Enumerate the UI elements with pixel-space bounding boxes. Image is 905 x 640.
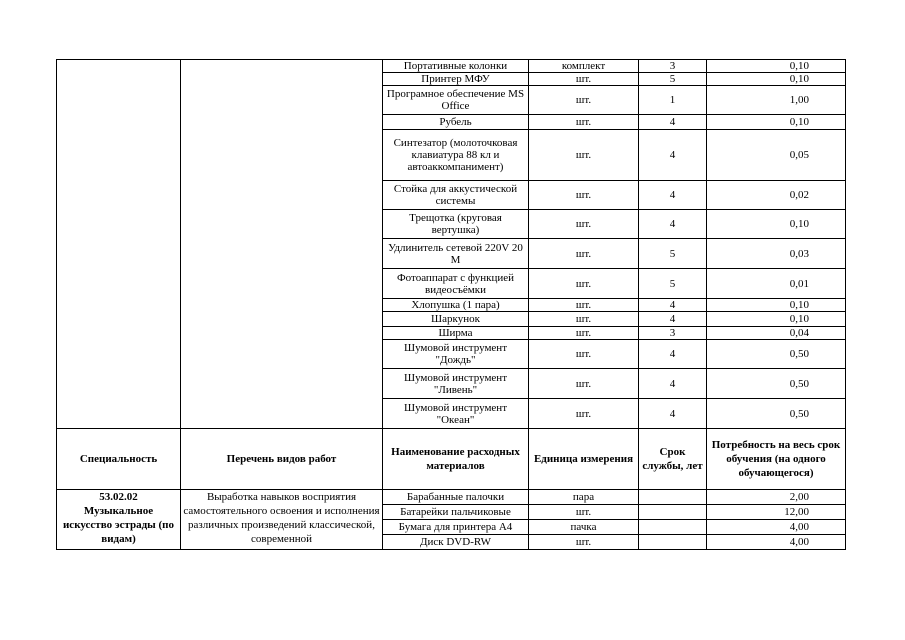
material-service-life (639, 505, 707, 520)
material-name: Барабанные палочки (383, 490, 529, 505)
material-name: Трещотка (круговая вертушка) (383, 210, 529, 239)
material-unit: шт. (529, 181, 639, 210)
material-service-life: 4 (639, 115, 707, 130)
material-service-life: 4 (639, 369, 707, 399)
material-name: Бумага для принтера А4 (383, 520, 529, 535)
material-service-life: 4 (639, 181, 707, 210)
material-unit: шт. (529, 73, 639, 86)
material-need: 12,00 (707, 505, 846, 520)
material-need: 0,10 (707, 60, 846, 73)
table-body (57, 60, 846, 550)
material-service-life (639, 520, 707, 535)
material-name: Хлопушка (1 пара) (383, 299, 529, 312)
material-unit: шт. (529, 369, 639, 399)
material-need: 0,50 (707, 340, 846, 369)
material-name: Фотоаппарат с функцией видеосъёмки (383, 269, 529, 299)
material-name: Ширма (383, 327, 529, 340)
material-name: Програмное обеспечение MS Office (383, 86, 529, 115)
material-name: Рубель (383, 115, 529, 130)
material-name: Шумовой инструмент "Океан" (383, 399, 529, 429)
material-service-life: 5 (639, 269, 707, 299)
header-materials: Наименование расходных материалов (383, 429, 529, 490)
specialty-name: Музыкальное искусство эстрады (по видам) (62, 505, 175, 545)
material-name: Стойка для аккустической системы (383, 181, 529, 210)
table-row (57, 60, 846, 73)
empty-works-cell (181, 60, 383, 429)
material-unit: шт. (529, 130, 639, 181)
works-description: Выработка навыков восприятия самостоятельного освоения и исполнения различных произведений классической, современной (181, 490, 383, 550)
material-need: 0,50 (707, 399, 846, 429)
material-name: Шаркунок (383, 312, 529, 327)
material-need: 0,10 (707, 115, 846, 130)
material-service-life: 3 (639, 327, 707, 340)
material-name: Принтер МФУ (383, 73, 529, 86)
material-unit: шт. (529, 505, 639, 520)
material-service-life: 4 (639, 399, 707, 429)
material-unit: шт. (529, 86, 639, 115)
material-name: Удлинитель сетевой 220V 20 М (383, 239, 529, 269)
material-need: 0,03 (707, 239, 846, 269)
material-need: 0,10 (707, 299, 846, 312)
material-need: 0,10 (707, 312, 846, 327)
material-need: 0,10 (707, 210, 846, 239)
material-need: 0,04 (707, 327, 846, 340)
material-service-life: 5 (639, 239, 707, 269)
material-service-life (639, 535, 707, 550)
material-unit: шт. (529, 535, 639, 550)
table-row (57, 490, 846, 505)
material-service-life: 1 (639, 86, 707, 115)
material-service-life: 4 (639, 340, 707, 369)
material-need: 0,50 (707, 369, 846, 399)
material-need: 4,00 (707, 520, 846, 535)
material-service-life: 4 (639, 210, 707, 239)
material-name: Синтезатор (молоточковая клавиатура 88 кл и автоаккомпанимент) (383, 130, 529, 181)
material-unit: шт. (529, 269, 639, 299)
specialty-cell (57, 490, 181, 550)
material-unit: шт. (529, 210, 639, 239)
material-need: 0,05 (707, 130, 846, 181)
material-service-life: 4 (639, 130, 707, 181)
specialty-code: 53.02.02 (99, 491, 138, 503)
empty-specialty-cell (57, 60, 181, 429)
material-service-life: 3 (639, 60, 707, 73)
material-name: Шумовой инструмент "Ливень" (383, 369, 529, 399)
material-need: 0,02 (707, 181, 846, 210)
header-need: Потребность на весь срок обучения (на одного обучающегося) (707, 429, 846, 490)
header-row (57, 429, 846, 490)
materials-table (56, 59, 846, 550)
material-need: 0,01 (707, 269, 846, 299)
material-unit: шт. (529, 299, 639, 312)
material-unit: комплект (529, 60, 639, 73)
material-unit: шт. (529, 327, 639, 340)
material-name: Батарейки пальчиковые (383, 505, 529, 520)
material-service-life: 5 (639, 73, 707, 86)
material-unit: пачка (529, 520, 639, 535)
material-name: Шумовой инструмент "Дождь" (383, 340, 529, 369)
material-unit: шт. (529, 115, 639, 130)
material-unit: шт. (529, 312, 639, 327)
material-need: 1,00 (707, 86, 846, 115)
header-service-life: Срок службы, лет (639, 429, 707, 490)
material-need: 2,00 (707, 490, 846, 505)
material-unit: шт. (529, 399, 639, 429)
material-service-life: 4 (639, 312, 707, 327)
material-service-life (639, 490, 707, 505)
material-unit: пара (529, 490, 639, 505)
header-works: Перечень видов работ (181, 429, 383, 490)
header-specialty: Специальность (57, 429, 181, 490)
material-name: Диск DVD-RW (383, 535, 529, 550)
header-unit: Единица измерения (529, 429, 639, 490)
material-unit: шт. (529, 239, 639, 269)
material-name: Портативные колонки (383, 60, 529, 73)
material-need: 4,00 (707, 535, 846, 550)
material-service-life: 4 (639, 299, 707, 312)
material-unit: шт. (529, 340, 639, 369)
material-need: 0,10 (707, 73, 846, 86)
